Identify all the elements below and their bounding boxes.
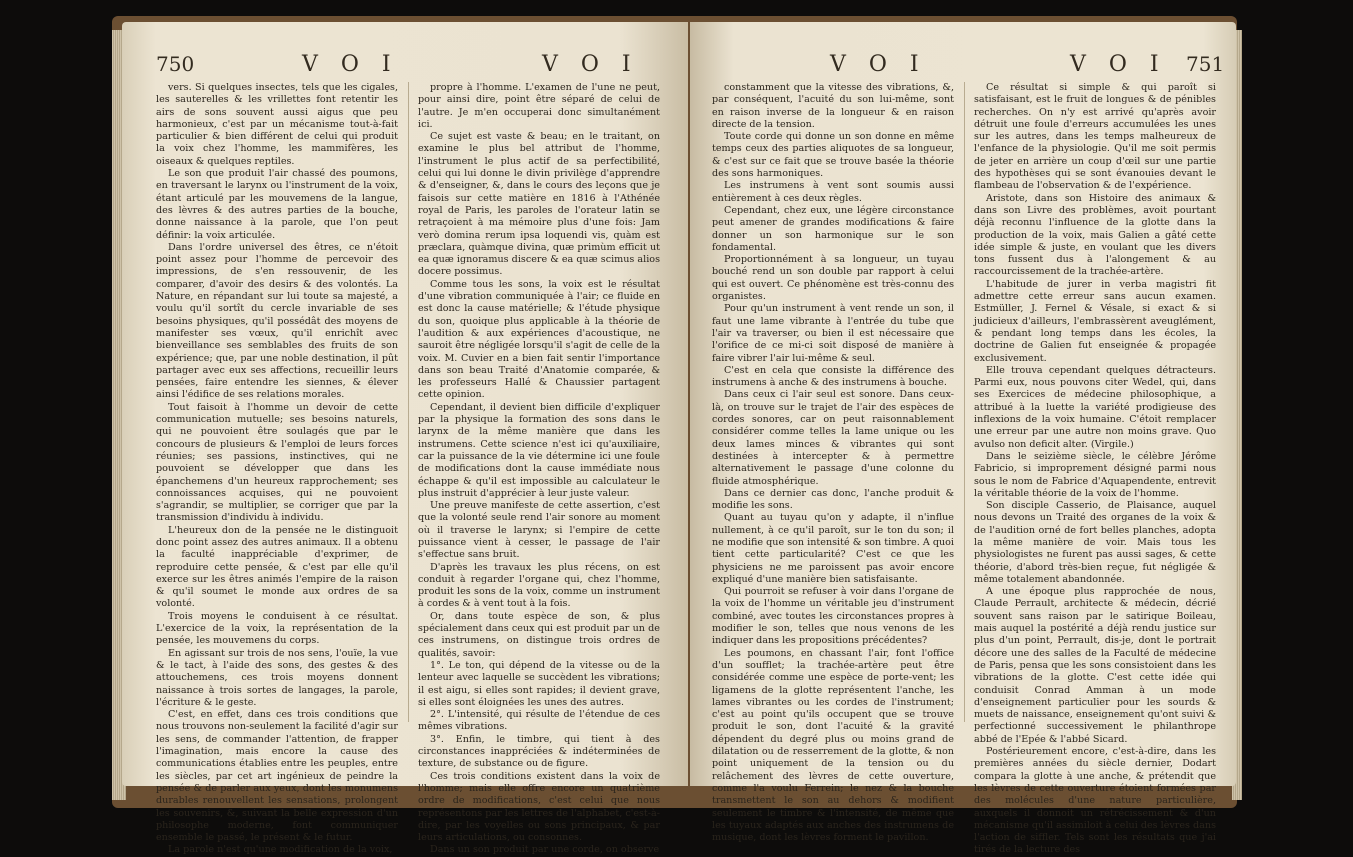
right-page-column-2: [974, 82, 1216, 857]
paragraph: La parole n'est qu'une modification de la voix,: [168, 844, 393, 856]
paragraph: Les instrumens à vent sont soumis aussi entièrement à ces deux règles.: [712, 180, 954, 204]
paragraph: Quant au tuyau qu'on y adapte, il n'influe nullement, à ce qu'il paroît, sur le ton du son; il ne modifie que son intensité & son timbre. A quoi tient cette particularité? C'est ce que les physiciens ne me paroissent pas avoir encore expliqué d'une manière bien satisfaisante.: [712, 512, 954, 585]
paragraph: L'heureux don de la pensée ne le distinguoit donc point assez des autres animaux. Il a obtenu la faculté inappréciable d'exprimer, de reproduire cette pensée, & c'est par elle qu'il exerce sur les êtres animés l'empire de la raison & qu'il soumet le monde aux ordres de sa volonté.: [156, 524, 398, 610]
paragraph: C'est en cela que consiste la différence des instrumens à anche & des instrumens à bouche.: [712, 364, 954, 389]
paragraph: propre à l'homme. L'examen de l'une ne peut, pour ainsi dire, point être séparé de celui de l'autre. Je m'en occuperai donc simultanément ici.: [418, 82, 660, 130]
paragraph: 3°. Enfin, le timbre, qui tient à des circonstances inappréciées & indéterminées de texture, de substance ou de figure.: [418, 733, 660, 770]
paragraph: Qui pourroit se refuser à voir dans l'organe de la voix de l'homme un véritable jeu d'instrument combiné, avec toutes les circonstances propres à modifier le son, telles que nous venons de les indiquer dans les propositions précédentes?: [712, 586, 954, 647]
paragraph: Ces trois conditions existent dans la voix de l'homme; mais elle offre encore un quatrième ordre de modifications, c'est celui que nous représentons par les lettres de l'alphabet, c'est-à-dire, par les voyelles ou sons principaux, & par leurs articulations, ou consonnes.: [418, 770, 660, 844]
paragraph: Tout faisoit à l'homme un devoir de cette communication mutuelle; ses besoins naturels, qui ne pouvoient être soulagés que par le concours de plusieurs & l'emploi de leurs forces réunies; ses passions, instinctives, qui ne pouvoient se développer que dans les épanchemens d'un heureux rapprochement; ses connoissances acquises, qui ne pouvoient s'agrandir, se multiplier, se corriger que par la transmission d'individu à individu.: [156, 401, 398, 524]
paragraph: Ce sujet est vaste & beau; en le traitant, on examine le plus bel attribut de l'homme, l'instrument le plus actif de sa perfectibilité, celui qui lui donne le divin privilège d'apprendre & d'enseigner, &, dans le cours des leçons que je faisois sur cette matière en 1816 à l'Athénée royal de Paris, les paroles de l'orateur latin se retraçoient à ma mémoire plus d'une fois: Jam verò domina rerum ipsa loquendi vis, quàm est præclara, quàmque divina, quæ primùm efficit ut ea quæ ignoramus discere & ea quæ scimus alios docere possimus.: [418, 131, 660, 278]
paragraph: Trois moyens le conduisent à ce résultat. L'exercice de la voix, la représentation de la pensée, les mouvemens du corps.: [156, 610, 398, 647]
left-page-column-2: [418, 82, 660, 857]
paragraph: En agissant sur trois de nos sens, l'ouïe, la vue & le tact, à l'aide des sons, des gestes & des attouchemens, ces trois moyens donnent naissance à trois sortes de langages, la parole, l'écriture & le geste.: [156, 647, 398, 708]
paragraph: Cependant, chez eux, une légère circonstance peut amener de grandes modifications & faire donner un son harmonique sur le son fondamental.: [712, 204, 954, 253]
paragraph: 1°. Le ton, qui dépend de la vitesse ou de la lenteur avec laquelle se succèdent les vibrations; il est aigu, si elles sont rapides; il devient grave, si elles sont éloignées les unes des autres.: [418, 659, 660, 708]
paragraph: Comme tous les sons, la voix est le résultat d'une vibration communiquée à l'air; ce fluide en est donc la cause matérielle; & l'étude physique du son, quoique plus applicable à la théorie de l'audition & aux expériences d'acoustique, ne sauroit être négligée lorsqu'il s'agit de celle de la voix. M. Cuvier en a bien fait sentir l'importance dans son beau Traité d'Anatomie comparée, & les professeurs Hallé & Chaussier partagent cette opinion.: [418, 278, 660, 401]
right-page-number: 751: [1186, 52, 1225, 76]
paragraph: constamment que la vitesse des vibrations, &, par conséquent, l'acuité du son lui-même, sont en raison inverse de la longueur & en raison directe de la tension.: [712, 82, 954, 130]
paragraph: C'est, en effet, dans ces trois conditions que nous trouvons non-seulement la facilité d'agir sur les sens, de commander l'attention, de frapper l'imagination, mais encore la cause des communications établies entre les peuples, entre les siècles, par cet art ingénieux de peindre la pensée & de parler aux yeux, dont les monumens durables renouvellent les sensations, prolongent les souvenirs, &, suivant la belle expression d'un philosophe moderne, font communiquer ensemble le passé, le présent & le futur.: [156, 709, 398, 844]
paragraph: Aristote, dans son Histoire des animaux & dans son Livre des problèmes, avoit pourtant déjà reconnu l'influence de la glotte dans la production de la voix, mais Galien a gâté cette idée simple & juste, en voulant que les divers tons fussent dus à l'alongement & au raccourcissement de la trachée-artère.: [974, 192, 1216, 278]
right-running-head-col2: V O I: [1070, 52, 1167, 77]
left-page-column-1: [156, 82, 398, 857]
paragraph: D'après les travaux les plus récens, on est conduit à regarder l'organe qui, chez l'homme, produit les sons de la voix, comme un instrument à cordes & à vent tout à la fois.: [418, 561, 660, 610]
left-page-number: 750: [156, 52, 195, 76]
right-page: [690, 22, 1236, 856]
paragraph: Dans ceux ci l'air seul est sonore. Dans ceux-là, on trouve sur le trajet de l'air des espèces de cordes sonores, car on peut raisonnablement considérer comme telles la lame unique ou les deux lames minces & vibrantes qui sont destinées à intercepter & à permettre alternativement le passage d'une colonne du fluide atmosphérique.: [712, 389, 954, 487]
left-running-head-col2: V O I: [542, 52, 639, 77]
paragraph: A une époque plus rapprochée de nous, Claude Perrault, architecte & médecin, décrié souvent sans raison par le satirique Boileau, mais auquel la postérité a déjà rendu justice sur plus d'un point, Perrault, dis-je, dont le portrait décore une des salles de la Faculté de médecine de Paris, pensa que les sons consistoient dans les vibrations de la glotte. C'est cette idée qui conduisit Conrad Amman à un mode d'enseignement particulier pour les sourds & muets de naissance, enseignement qu'ont suivi & perfectionné successivement le philanthrope abbé de l'Epée & l'abbé Sicard.: [974, 586, 1216, 745]
right-page-column-1: [712, 82, 954, 844]
paragraph: Or, dans toute espèce de son, & plus spécialement dans ceux qui est produit par un de ces instrumens, on distingue trois ordres de qualités, savoir:: [418, 610, 660, 659]
paragraph: Toute corde qui donne un son donne en même temps ceux des parties aliquotes de sa longueur, & c'est sur ce fait que se trouve basée la théorie des sons harmoniques.: [712, 131, 954, 180]
right-running-head-col1: V O I: [830, 52, 927, 77]
paragraph: L'habitude de jurer in verba magistri fit admettre cette erreur sans aucun examen. Estmüller, J. Fernel & Vésale, si exact & si judicieux d'ailleurs, l'embrassèrent aveuglément, & pendant long temps dans les écoles, la doctrine de Galien fut enseignée & propagée exclusivement.: [974, 278, 1216, 364]
paragraph: Postérieurement encore, c'est-à-dire, dans les premières années du siècle dernier, Dodart compara la glotte à une anche, & prétendit que les lèvres de cette ouverture étoient formées par des molécules d'une nature particulière, auxquels il donnoit un rétrécissement & d'un mécanisme qu'il assimiloit à celui des lèvres dans l'action de siffler. Tels sont les résultats que j'ai tirés de la lecture des: [974, 746, 1216, 856]
paragraph: Elle trouva cependant quelques détracteurs. Parmi eux, nous pouvons citer Wedel, qui, dans ses Exercices de médecine philosophique, a attribué à la luette la variété prodigieuse des inflexions de la voix humaine. C'étoit remplacer une erreur par une autre non moins grave. Quo avulso non deficit alter. (Virgile.): [974, 364, 1216, 450]
paragraph: Dans l'ordre universel des êtres, ce n'étoit point assez pour l'homme de percevoir des impressions, de s'en ressouvenir, de les comparer, d'avoir des desirs & des volontés. La Nature, en répandant sur lui toute sa majesté, a voulu qu'il sortît du cercle invariable de ses besoins physiques, qu'il possédât des moyens de manifester ses vœux, qu'il enrichît avec bienveillance ses semblables des fruits de son expérience; que, par une noble destination, il pût partager avec eux ses affections, recueillir leurs pensées, faire entendre les siennes, & élever ainsi l'édifice de ses relations morales.: [156, 241, 398, 401]
paragraph: Le son que produit l'air chassé des poumons, en traversant le larynx ou l'instrument de la voix, étant articulé par les mouvemens de la langue, des lèvres & des autres parties de la bouche, donne naissance à la parole, que l'on peut définir: la voix articulée.: [156, 168, 398, 241]
left-page: [122, 22, 688, 856]
paragraph: vers. Si quelques insectes, tels que les cigales, les sauterelles & les vrillettes font retentir les airs de sons souvent aussi aigus que peu harmonieux, c'est par un mécanisme tout-à-fait particulier & bien différent de celui qui produit la voix chez l'homme, les mammifères, les oiseaux & quelques reptiles.: [156, 82, 398, 167]
paragraph: Une preuve manifeste de cette assertion, c'est que la volonté seule rend l'air sonore au moment où il traverse le larynx; si l'empire de cette puissance vient à cesser, le passage de l'air s'effectue sans bruit.: [418, 500, 660, 561]
paragraph: Son disciple Casserio, de Plaisance, auquel nous devons un Traité des organes de la voix & de l'audition orné de fort belles planches, adopta la même manière de voir. Mais tous les physiologistes ne furent pas aussi sages, & cette théorie, d'abord très-bien reçue, fut négligée & même totalement abandonnée.: [974, 500, 1216, 585]
paragraph: Ce résultat si simple & qui paroît si satisfaisant, est le fruit de longues & de pénibles recherches. On n'y est arrivé qu'après avoir détruit une foule d'erreurs accumulées les unes sur les autres, dans les temps malheureux de l'enfance de la physiologie. Qu'il me soit permis de jeter en arrière un coup d'œil sur une partie des hypothèses qui se sont évanouies devant le flambeau de l'observation & de l'expérience.: [974, 82, 1216, 192]
paragraph: Les poumons, en chassant l'air, font l'office d'un soufflet; la trachée-artère peut être considérée comme une espèce de porte-vent; les ligamens de la glotte représentent l'anche, les lames vibrantes ou les cordes de l'instrument; c'est au point qu'ils occupent que se trouve produit le son, dont l'acuité & la gravité dépendent du degré plus ou moins grand de dilatation ou de resserrement de la glotte, & non point uniquement de la tension ou du relâchement des lèvres de cette ouverture, comme l'a voulu Ferrein; le nez & la bouche transmettent le son au dehors & modifient seulement le timbre & l'intensité, de même que les tuyaux adaptés aux anches des instrumens de musique, dont les lèvres forment le pavillon.: [712, 647, 954, 844]
paragraph: Dans le seizième siècle, le célèbre Jérôme Fabricio, si improprement désigné parmi nous sous le nom de Fabrice d'Aquapendente, entrevit la véritable théorie de la voix de l'homme.: [974, 450, 1216, 499]
paragraph: Proportionnément à sa longueur, un tuyau bouché rend un son double par rapport à celui qui est ouvert. Ce phénomène est très-connu des organistes.: [712, 254, 954, 303]
paragraph: Dans un son produit par une corde, on observe: [430, 844, 660, 856]
paragraph: Dans ce dernier cas donc, l'anche produit & modifie les sons.: [712, 487, 954, 512]
left-page-header: [122, 52, 688, 86]
right-page-header: [690, 52, 1236, 86]
paragraph: Pour qu'un instrument à vent rende un son, il faut une lame vibrante à l'entrée du tube que l'air va traverser, ou bien il est nécessaire que l'orifice de ce mi-ci soit disposé de manière à faire vibrer l'air lui-même & seul.: [712, 303, 954, 364]
paragraph: 2°. L'intensité, qui résulte de l'étendue de ces mêmes vibrations.: [418, 709, 660, 733]
column-divider: [408, 82, 409, 722]
left-running-head-col1: V O I: [302, 52, 399, 77]
column-divider: [964, 82, 965, 722]
paragraph: Cependant, il devient bien difficile d'expliquer par la physique la formation des sons dans le larynx de la même manière que dans les instrumens. Cette science n'est ici qu'auxiliaire, car la puissance de la vie détermine ici une foule de modifications dont la cause immédiate nous échappe & qu'il est impossible au calculateur le plus instruit d'apprécier à leur juste valeur.: [418, 401, 660, 499]
